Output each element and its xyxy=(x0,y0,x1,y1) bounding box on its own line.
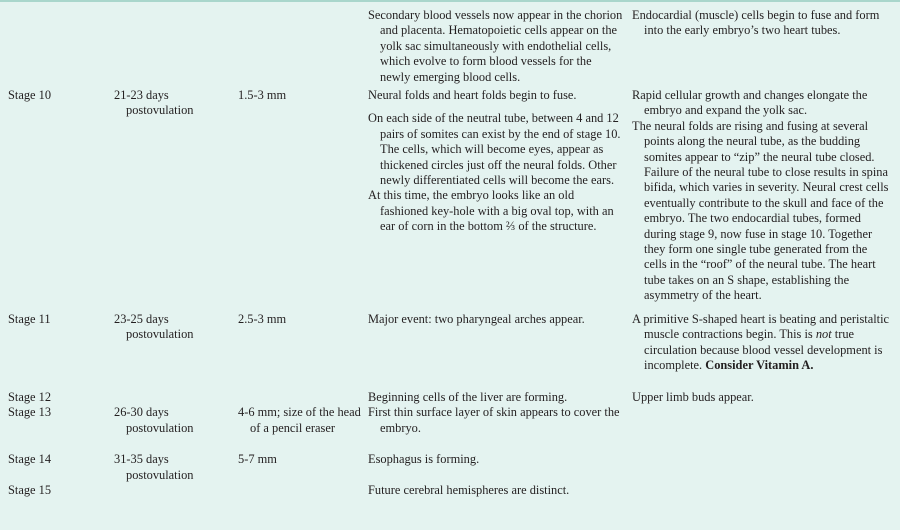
development-text: Beginning cells of the liver are forming. xyxy=(368,390,568,404)
development-text: Esophagus is forming. xyxy=(368,452,480,467)
age-cell xyxy=(114,88,238,312)
notes-cell xyxy=(632,390,900,405)
size-cell xyxy=(238,390,368,405)
size-cell xyxy=(238,452,368,483)
notes-text: Upper limb buds appear. xyxy=(632,390,754,404)
age-text: 31-35 days postovulation xyxy=(114,452,194,482)
size-text: 2.5-3 mm xyxy=(238,312,287,326)
stage-label: Stage 13 xyxy=(8,405,52,420)
table-row xyxy=(0,88,900,312)
size-cell xyxy=(238,483,368,503)
table-row xyxy=(0,390,900,405)
notes-text: Rapid cellular growth and changes elongate the embryo and expand the yolk sac. xyxy=(632,88,868,118)
age-cell xyxy=(114,483,238,503)
development-cell xyxy=(368,390,632,405)
development-text: Major event: two pharyngeal arches appear. xyxy=(368,312,585,326)
notes-text: The neural folds are rising and fusing at several points along the neural tube, as the budding somites appear to “zip” the neural tube closed. Failure of the neural tube to close results in spina bifida, which varies in severity. Neural crest cells eventually contribute to the skull and face of the embryo. The two endocardial tubes, formed during stage 9, now fuse in stage 10. Together they form one single tube generated from the cells in the “roof” of the neural tube. The heart tube takes on an S shape, establishing the asymmetry of the heart. xyxy=(632,118,889,303)
notes-cell xyxy=(632,483,900,503)
stage-cell xyxy=(0,405,114,452)
age-cell xyxy=(114,2,238,88)
vitamin-callout: Consider Vitamin A. xyxy=(705,358,814,373)
age-text: 26-30 days postovulation xyxy=(114,405,194,435)
stage-cell xyxy=(0,312,114,390)
size-text: 5-7 mm xyxy=(238,452,277,467)
stage-label: Stage 12 xyxy=(8,390,52,404)
stage-cell xyxy=(0,390,114,405)
table-row xyxy=(0,312,900,390)
size-cell xyxy=(238,88,368,312)
size-cell xyxy=(238,312,368,390)
stage-cell xyxy=(0,452,114,483)
stage-cell xyxy=(0,483,114,503)
development-cell xyxy=(368,312,632,390)
development-text: At this time, the embryo looks like an old fashioned key-hole with a big oval top, with an ear of corn in the bottom ⅔ of the structure. xyxy=(368,188,614,234)
table-row xyxy=(0,2,900,88)
development-cell xyxy=(368,88,632,312)
development-text: Future cerebral hemispheres are distinct. xyxy=(368,483,570,498)
table-row xyxy=(0,452,900,483)
stage-label: Stage 15 xyxy=(8,483,52,498)
table-row xyxy=(0,483,900,503)
embryo-stages-table xyxy=(0,2,900,503)
notes-cell xyxy=(632,312,900,390)
notes-cell xyxy=(632,2,900,88)
notes-cell xyxy=(632,88,900,312)
development-text: Neural folds and heart folds begin to fuse. xyxy=(368,88,577,102)
notes-text: A primitive S-shaped heart is beating and peristaltic muscle contractions begin. This is not true circulation because blood vessel development is incomplete. Consider Vitamin A. xyxy=(632,312,890,373)
development-text: Secondary blood vessels now appear in the chorion and placenta. Hematopoietic cells appear on the yolk sac simultaneously with endothelial cells, which evolve to form blood vessels for the newly emerging blood cells. xyxy=(368,8,623,84)
size-cell xyxy=(238,405,368,452)
size-text: 4-6 mm; size of the head of a pencil eraser xyxy=(238,405,361,435)
age-text: 23-25 days postovulation xyxy=(114,312,194,342)
notes-text: Endocardial (muscle) cells begin to fuse and form into the early embryo’s two heart tubes. xyxy=(632,8,880,38)
size-text: 1.5-3 mm xyxy=(238,88,287,102)
stage-label: Stage 10 xyxy=(8,88,52,102)
notes-cell xyxy=(632,405,900,452)
age-text: 21-23 days postovulation xyxy=(114,88,194,118)
stage-label: Stage 14 xyxy=(8,452,52,467)
emphasis-not: not xyxy=(815,327,832,342)
stage-cell xyxy=(0,88,114,312)
table-row xyxy=(0,405,900,452)
notes-cell xyxy=(632,452,900,483)
stage-label: Stage 11 xyxy=(8,312,51,326)
development-cell xyxy=(368,405,632,452)
age-cell xyxy=(114,312,238,390)
age-cell xyxy=(114,452,238,483)
development-text: On each side of the neutral tube, between 4 and 12 pairs of somites can exist by the end of stage 10. The cells, which will become eyes, appear as thickened circles just off the neural folds. Other newly differentiated cells will become the ears. xyxy=(368,111,621,188)
development-cell xyxy=(368,483,632,503)
development-cell xyxy=(368,2,632,88)
size-cell xyxy=(238,2,368,88)
development-text: First thin surface layer of skin appears to cover the embryo. xyxy=(368,405,620,435)
development-cell xyxy=(368,452,632,483)
stage-cell xyxy=(0,2,114,88)
age-cell xyxy=(114,405,238,452)
age-cell xyxy=(114,390,238,405)
